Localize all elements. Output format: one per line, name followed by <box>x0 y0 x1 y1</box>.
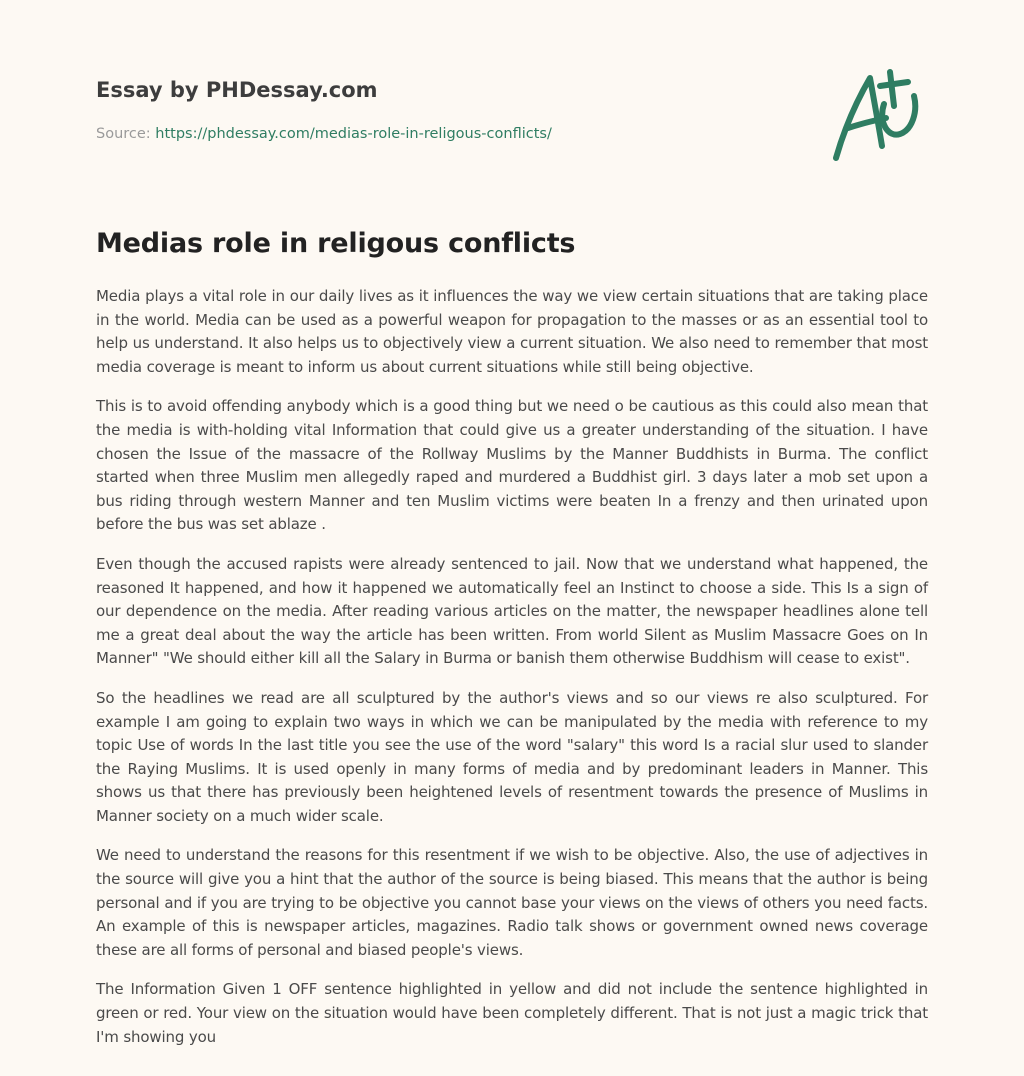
paragraph: Even though the accused rapists were already sentenced to jail. Now that we understand what happened, the reasoned It happened, and how it happened we automatically feel an Instinct to choose a side. This Is a sign of our dependence on the media. After reading various articles on the matter, the newspaper headlines alone tell me a great deal about the way the article has been written. From world Silent as Muslim Massacre Goes on In Manner" "We should either kill all the Salary in Burma or banish them otherwise Buddhism will cease to exist". <box>96 554 928 668</box>
article-body <box>96 285 928 1065</box>
page-header <box>96 0 928 180</box>
source-label: Source: <box>96 126 151 142</box>
a-plus-logo-icon <box>828 64 928 164</box>
paragraph: The Information Given 1 OFF sentence highlighted in yellow and did not include the sentence highlighted in green or red. Your view on the situation would have been completely different. That is not just a magic trick that I'm showing you <box>96 980 928 1046</box>
article-title: Medias role in religous conflicts <box>96 228 576 259</box>
source-link[interactable]: https://phdessay.com/medias-role-in-religous-conflicts/ <box>155 126 552 142</box>
paragraph: We need to understand the reasons for this resentment if we wish to be objective. Also, the use of adjectives in the source will give you a hint that the author of the source is being biased. This means that the author is being personal and if you are trying to be objective you cannot base your views on the views of others you need facts. An example of this is newspaper articles, magazines. Radio talk shows or government owned news coverage these are all forms of personal and biased people's views. <box>96 846 928 959</box>
brand-title: Essay by PHDessay.com <box>96 78 378 102</box>
paragraph: Media plays a vital role in our daily lives as it influences the way we view certain situations that are taking place in the world. Media can be used as a powerful weapon for propagation to the masses or as an essential tool to help us understand. It also helps us to objectively view a current situation. We also need to remember that most media coverage is meant to inform us about current situations while still being objective. <box>96 287 928 376</box>
source-line <box>96 124 552 144</box>
paragraph: So the headlines we read are all sculptured by the author's views and so our views re also sculptured. For example I am going to explain two ways in which we can be manipulated by the media with reference to my topic Use of words In the last title you see the use of the word "salary" this word Is a racial slur used to slander the Raying Muslims. It is used openly in many forms of media and by predominant leaders in Manner. This shows us that there has previously been heightened levels of resentment towards the presence of Muslims in Manner society on a much wider scale. <box>96 688 928 825</box>
paragraph: This is to avoid offending anybody which is a good thing but we need o be cautious as this could also mean that the media is with-holding vital Information that could give us a greater understanding of the situation. I have chosen the Issue of the massacre of the Rollway Muslims by the Manner Buddhists in Burma. The conflict started when three Muslim men allegedly raped and murdered a Buddhist girl. 3 days later a mob set upon a bus riding through western Manner and ten Muslim victims were beaten In a frenzy and then urinated upon before the bus was set ablaze . <box>96 397 928 534</box>
